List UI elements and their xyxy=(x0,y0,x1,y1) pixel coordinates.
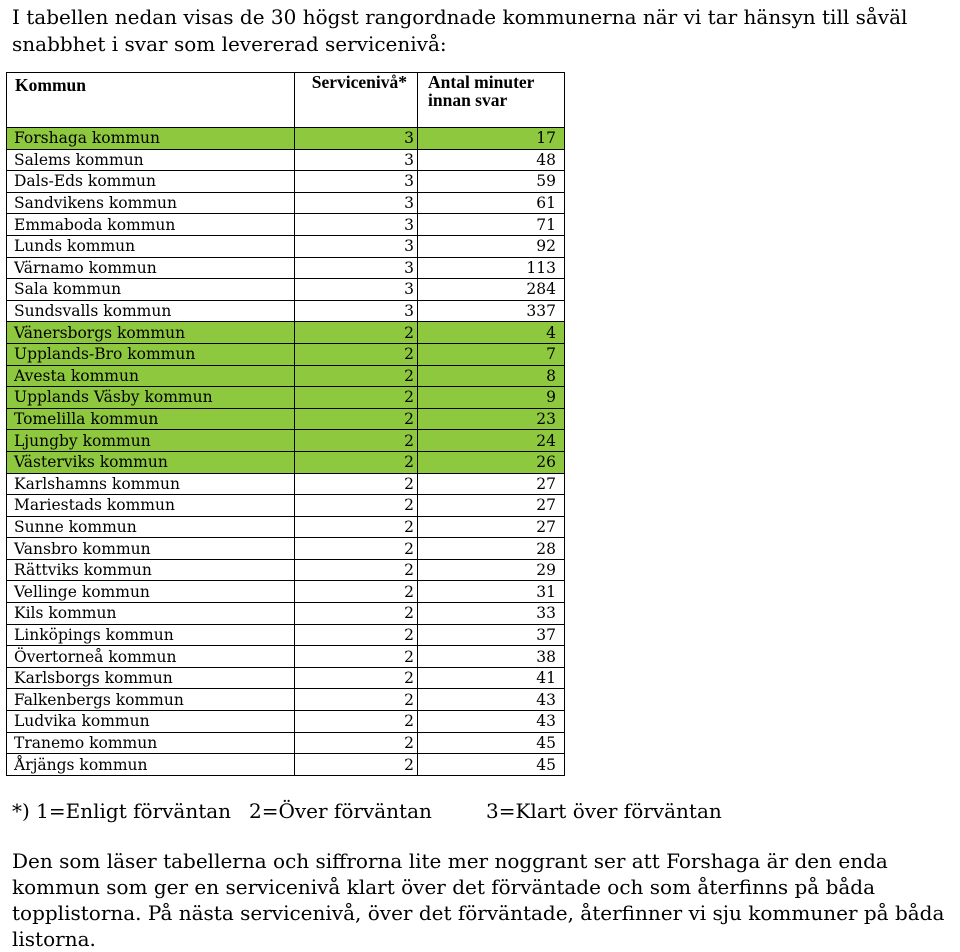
minutes-cell: 27 xyxy=(418,516,565,538)
table-row xyxy=(7,387,565,409)
summary-paragraph: Den som läser tabellerna och siffrorna lite mer noggrant ser att Forshaga är den enda kommun som ger en servicenivå klart över det förväntade och som återfinns på båda topplistorna. På nästa servicenivå, över det förväntade, återfinner vi sju kommuner på båda listorna. xyxy=(12,849,945,951)
servicenivå-cell: 2 xyxy=(295,667,418,689)
servicenivå-cell: 2 xyxy=(295,516,418,538)
table-row xyxy=(7,754,565,776)
header-kommun: Kommun xyxy=(7,73,295,128)
kommun-name-cell: Vänersborgs kommun xyxy=(7,322,295,344)
table-row xyxy=(7,689,565,711)
table-row xyxy=(7,581,565,603)
table-row xyxy=(7,171,565,193)
kommun-name-cell: Falkenbergs kommun xyxy=(7,689,295,711)
servicenivå-cell: 2 xyxy=(295,603,418,625)
legend-item-2: 2=Över förväntan xyxy=(249,799,432,823)
kommun-name-cell: Karlshamns kommun xyxy=(7,473,295,495)
minutes-cell: 27 xyxy=(418,473,565,495)
table-row xyxy=(7,149,565,171)
minutes-cell: 59 xyxy=(418,171,565,193)
servicenivå-cell: 3 xyxy=(295,149,418,171)
header-servicenivå-label: Servicenivå* xyxy=(311,72,407,92)
table-row xyxy=(7,473,565,495)
kommun-name-cell: Övertorneå kommun xyxy=(7,646,295,668)
kommun-name-cell: Ljungby kommun xyxy=(7,430,295,452)
servicenivå-cell: 2 xyxy=(295,538,418,560)
kommun-name-cell: Årjängs kommun xyxy=(7,754,295,776)
legend-item-3: 3=Klart över förväntan xyxy=(486,799,722,823)
table-row xyxy=(7,343,565,365)
table-row xyxy=(7,430,565,452)
kommun-table xyxy=(6,72,565,776)
kommun-name-cell: Emmaboda kommun xyxy=(7,214,295,236)
servicenivå-cell: 3 xyxy=(295,279,418,301)
kommun-name-cell: Västerviks kommun xyxy=(7,451,295,473)
minutes-cell: 28 xyxy=(418,538,565,560)
minutes-cell: 38 xyxy=(418,646,565,668)
servicenivå-cell: 3 xyxy=(295,128,418,150)
servicenivå-cell: 2 xyxy=(295,387,418,409)
servicenivå-cell: 3 xyxy=(295,214,418,236)
servicenivå-cell: 2 xyxy=(295,343,418,365)
minutes-cell: 4 xyxy=(418,322,565,344)
servicenivå-cell: 2 xyxy=(295,495,418,517)
table-row xyxy=(7,667,565,689)
kommun-name-cell: Salems kommun xyxy=(7,149,295,171)
minutes-cell: 284 xyxy=(418,279,565,301)
minutes-cell: 43 xyxy=(418,711,565,733)
table-row xyxy=(7,214,565,236)
kommun-name-cell: Upplands Väsby kommun xyxy=(7,387,295,409)
minutes-cell: 8 xyxy=(418,365,565,387)
minutes-cell: 26 xyxy=(418,451,565,473)
minutes-cell: 48 xyxy=(418,149,565,171)
table-row xyxy=(7,711,565,733)
kommun-name-cell: Linköpings kommun xyxy=(7,624,295,646)
table-row xyxy=(7,322,565,344)
servicenivå-cell: 2 xyxy=(295,322,418,344)
minutes-cell: 43 xyxy=(418,689,565,711)
kommun-name-cell: Dals-Eds kommun xyxy=(7,171,295,193)
kommun-name-cell: Forshaga kommun xyxy=(7,128,295,150)
servicenivå-cell: 3 xyxy=(295,171,418,193)
minutes-cell: 7 xyxy=(418,343,565,365)
servicenivå-cell: 2 xyxy=(295,711,418,733)
kommun-name-cell: Sundsvalls kommun xyxy=(7,300,295,322)
servicenivå-cell: 3 xyxy=(295,257,418,279)
minutes-cell: 41 xyxy=(418,667,565,689)
minutes-cell: 9 xyxy=(418,387,565,409)
kommun-name-cell: Sandvikens kommun xyxy=(7,192,295,214)
servicenivå-cell: 2 xyxy=(295,689,418,711)
kommun-name-cell: Kils kommun xyxy=(7,603,295,625)
header-antal-minuter: Antal minuter innan svar xyxy=(418,73,565,128)
table-row xyxy=(7,365,565,387)
servicenivå-cell: 2 xyxy=(295,581,418,603)
table-row xyxy=(7,516,565,538)
minutes-cell: 37 xyxy=(418,624,565,646)
table-row xyxy=(7,646,565,668)
legend-item-1: *) 1=Enligt förväntan xyxy=(12,799,232,823)
kommun-name-cell: Upplands-Bro kommun xyxy=(7,343,295,365)
minutes-cell: 61 xyxy=(418,192,565,214)
kommun-name-cell: Mariestads kommun xyxy=(7,495,295,517)
servicenivå-cell: 2 xyxy=(295,646,418,668)
table-row xyxy=(7,128,565,150)
minutes-cell: 17 xyxy=(418,128,565,150)
kommun-name-cell: Värnamo kommun xyxy=(7,257,295,279)
kommun-name-cell: Karlsborgs kommun xyxy=(7,667,295,689)
table-header-row xyxy=(7,73,565,128)
servicenivå-cell: 3 xyxy=(295,192,418,214)
kommun-name-cell: Vansbro kommun xyxy=(7,538,295,560)
table-row xyxy=(7,538,565,560)
kommun-name-cell: Avesta kommun xyxy=(7,365,295,387)
table-row xyxy=(7,732,565,754)
kommun-name-cell: Sala kommun xyxy=(7,279,295,301)
table-row xyxy=(7,495,565,517)
minutes-cell: 71 xyxy=(418,214,565,236)
table-row xyxy=(7,559,565,581)
header-servicenivå xyxy=(295,73,418,128)
table-row xyxy=(7,300,565,322)
minutes-cell: 92 xyxy=(418,235,565,257)
table-row xyxy=(7,257,565,279)
kommun-name-cell: Tranemo kommun xyxy=(7,732,295,754)
minutes-cell: 113 xyxy=(418,257,565,279)
intro-paragraph: I tabellen nedan visas de 30 högst rangordnade kommunerna när vi tar hänsyn till såväl snabbhet i svar som levererad servicenivå: xyxy=(12,5,908,56)
servicenivå-cell: 3 xyxy=(295,235,418,257)
servicenivå-cell: 2 xyxy=(295,559,418,581)
minutes-cell: 24 xyxy=(418,430,565,452)
table-row xyxy=(7,624,565,646)
kommun-name-cell: Ludvika kommun xyxy=(7,711,295,733)
table-row xyxy=(7,603,565,625)
minutes-cell: 27 xyxy=(418,495,565,517)
servicenivå-cell: 2 xyxy=(295,732,418,754)
table-row xyxy=(7,192,565,214)
servicenivå-cell: 2 xyxy=(295,754,418,776)
table-row xyxy=(7,279,565,301)
minutes-cell: 31 xyxy=(418,581,565,603)
minutes-cell: 33 xyxy=(418,603,565,625)
servicenivå-cell: 2 xyxy=(295,408,418,430)
minutes-cell: 337 xyxy=(418,300,565,322)
kommun-name-cell: Lunds kommun xyxy=(7,235,295,257)
servicenivå-cell: 2 xyxy=(295,430,418,452)
kommun-name-cell: Tomelilla kommun xyxy=(7,408,295,430)
table-row xyxy=(7,451,565,473)
servicenivå-cell: 3 xyxy=(295,300,418,322)
kommun-name-cell: Rättviks kommun xyxy=(7,559,295,581)
servicenivå-cell: 2 xyxy=(295,451,418,473)
servicenivå-cell: 2 xyxy=(295,365,418,387)
table-row xyxy=(7,408,565,430)
table-row xyxy=(7,235,565,257)
minutes-cell: 23 xyxy=(418,408,565,430)
kommun-name-cell: Vellinge kommun xyxy=(7,581,295,603)
minutes-cell: 45 xyxy=(418,732,565,754)
minutes-cell: 45 xyxy=(418,754,565,776)
servicenivå-cell: 2 xyxy=(295,473,418,495)
minutes-cell: 29 xyxy=(418,559,565,581)
kommun-name-cell: Sunne kommun xyxy=(7,516,295,538)
servicenivå-cell: 2 xyxy=(295,624,418,646)
